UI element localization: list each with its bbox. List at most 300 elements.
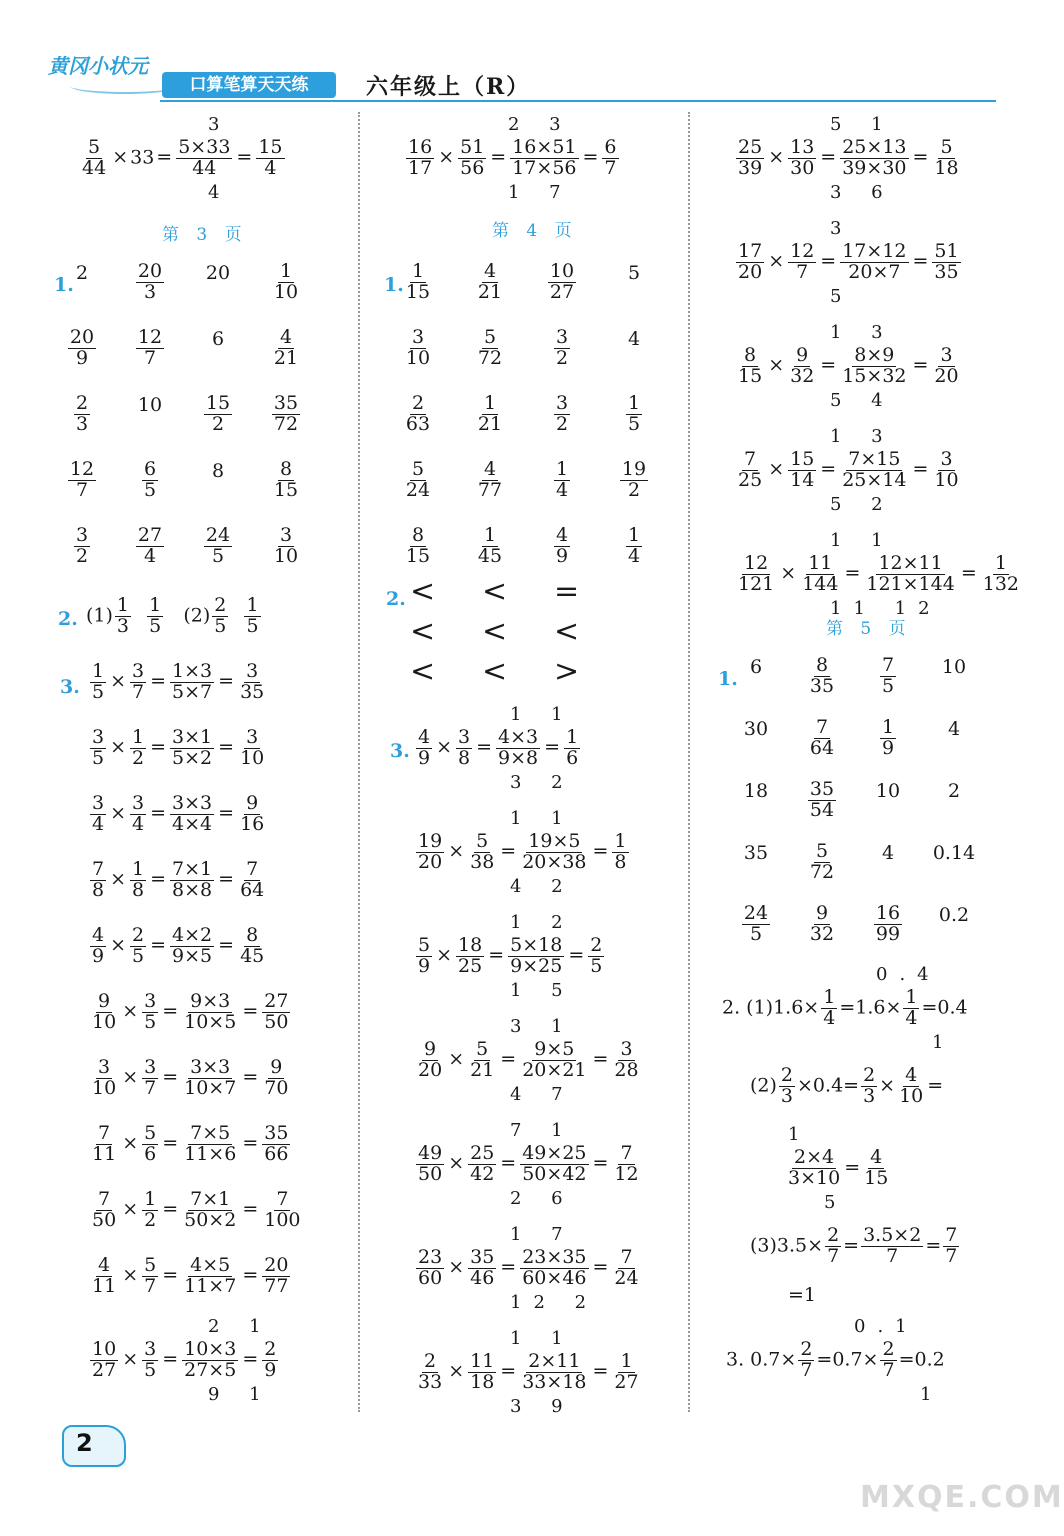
comparison-symbol: < [410,654,436,689]
numerator: 51 [934,240,959,262]
brand-logo: 黄冈小状元 [48,54,148,78]
answer-cell [532,526,592,567]
answer-fraction [932,242,960,283]
denominator: 7 [945,1244,958,1267]
header-rule [160,100,996,102]
denominator: 77 [477,478,503,501]
denominator: 45 [477,544,503,567]
denominator: 7 [144,1076,157,1099]
times-sign: × [122,1198,139,1221]
numerator: 3 [144,990,157,1012]
denominator: 21 [477,412,503,435]
answer-cell [858,904,918,945]
answer-cell [388,460,448,501]
denominator: 15 [405,280,431,303]
denominator: 11 [92,1274,117,1297]
answer-cell [52,262,112,284]
reduction-mark: 2 6 [510,1187,575,1209]
numerator: 10×3 [184,1338,237,1360]
numerator: 2 [863,1064,876,1086]
equation-row [784,1124,892,1213]
denominator: 5 [92,680,105,703]
comparison-symbol: < [482,574,508,609]
expr-text: =1.6× [839,996,902,1019]
denominator: 20 [738,260,763,283]
numerator: 3 [144,1056,157,1078]
reduction-mark: 5 [824,1191,848,1213]
numerator: 3×1 [172,726,213,748]
denominator: 18 [470,1370,495,1393]
expr-text: =0.4 [921,996,968,1019]
numerator: 7 [98,1188,111,1210]
expr-text: ×0.4= [797,1074,860,1097]
denominator: 4×4 [172,812,213,835]
numerator: 19 [418,830,443,852]
simplified-fraction [170,662,214,703]
numerator: 2 [411,392,425,414]
times-sign: × [112,146,129,169]
answer-cell [388,526,448,567]
equals-sign: = [500,1256,517,1279]
equation-row [88,1190,305,1231]
denominator: 4 [143,544,157,567]
fraction [788,450,816,491]
denominator: 9×8 [498,746,539,769]
denominator: 17×56 [512,156,577,179]
denominator: 5 [246,614,259,637]
denominator: 20×21 [522,1058,587,1081]
numerator: 4 [870,1146,883,1168]
numerator: 1 [627,392,641,414]
numerator: 7×5 [190,1122,231,1144]
times-sign: × [122,1264,139,1287]
fraction [476,262,504,303]
fraction [554,526,570,567]
answer-fraction [238,662,266,703]
comparison-symbol: < [482,654,508,689]
equation-row [726,1316,945,1405]
expr-text: (3)3.5× [750,1234,824,1257]
numerator: 3 [555,392,569,414]
denominator: 7 [75,478,89,501]
equation-row [88,662,268,703]
denominator: 15 [405,544,431,567]
value: 0.14 [932,842,976,864]
fraction [880,718,896,759]
simplified-fraction [840,450,908,491]
column-divider [358,112,360,1412]
equals-sign: = [150,802,167,825]
equation-row [88,728,268,769]
numerator: 1 [614,830,627,852]
denominator: 14 [790,468,815,491]
numerator: 3 [458,726,471,748]
fraction [68,460,96,501]
reduction-mark: 2 1 [208,1316,273,1337]
answer-cell [532,394,592,435]
fraction [416,1144,444,1185]
reduction-mark: 1 1 [830,530,895,551]
numerator: 24 [205,524,231,546]
equals-sign: = [242,1066,259,1089]
answer-fraction [612,1248,640,1289]
answer-fraction [262,1124,290,1165]
fraction [80,138,108,179]
fraction [416,1352,444,1393]
denominator: 50×2 [184,1208,237,1231]
numerator: 7 [881,654,895,676]
reduction-mark: 1 1 [510,704,575,725]
denominator: 63 [405,412,431,435]
answer-cell [120,328,180,369]
fraction [136,526,164,567]
numerator: 25 [470,1142,495,1164]
fraction [788,138,816,179]
denominator: 9 [418,746,431,769]
fraction [416,1040,444,1081]
numerator: 1 [483,524,497,546]
answer-cell [52,328,112,369]
denominator: 7 [886,1244,899,1267]
question-number: 2. [58,608,78,630]
equation-row [88,992,292,1033]
numerator: 7 [945,1224,958,1246]
denominator: 5×2 [172,746,213,769]
answer-fraction [262,1340,278,1381]
fraction [903,988,919,1029]
fraction [272,262,300,303]
fraction [136,262,164,303]
denominator: 2 [132,746,145,769]
answer-cell [726,718,786,740]
denominator: 60×46 [522,1266,587,1289]
numerator: 4 [483,458,497,480]
comparison-symbol: < [410,614,436,649]
fraction [808,780,836,821]
denominator: 10×5 [184,1010,237,1033]
denominator: 15×32 [842,364,907,387]
value: 6 [749,656,763,678]
answer-cell [924,780,984,802]
times-sign: × [110,736,127,759]
numerator: 1 [144,1188,157,1210]
answer-cell [924,904,984,926]
numerator: 7 [815,716,829,738]
reduction-mark: 3 2 [510,771,575,793]
equation-row [750,1226,961,1267]
fraction [130,728,146,769]
numerator: 7 [744,448,757,470]
answer-cell [188,328,248,350]
fraction [404,262,432,303]
answer-fraction [262,992,290,1033]
answer-cell [924,656,984,678]
reduction-mark: 1 3 [830,322,895,343]
equals-sign: = [592,1152,609,1175]
denominator: 7 [604,156,617,179]
numerator: 1 [905,986,918,1008]
fraction [142,1190,158,1231]
answer-fraction [262,1190,302,1231]
fraction [74,394,90,435]
numerator: 2 [214,594,227,616]
numerator: 9 [98,990,111,1012]
reduction-mark: 1 [932,1031,956,1053]
simplified-fraction [520,832,588,873]
denominator: 66 [264,1142,289,1165]
times-sign: × [436,944,453,967]
equation-row [414,1016,643,1105]
numerator: 4×3 [498,726,539,748]
reduction-mark: 1 [788,1124,812,1145]
answer-cell [188,262,248,284]
numerator: 51 [460,136,485,158]
equals-sign: = [242,1000,259,1023]
equals-sign: = [912,250,929,273]
simplified-fraction [520,1144,588,1185]
simplified-fraction [864,554,956,595]
answer-cell [924,718,984,740]
denominator: 16 [240,812,265,835]
value: 4 [881,842,895,864]
fraction [468,1248,496,1289]
numerator: 2 [75,392,89,414]
numerator: 8 [246,924,259,946]
simplified-fraction [176,138,232,179]
answer-fraction [932,450,960,491]
fraction [943,1226,959,1267]
numerator: 5 [476,1038,489,1060]
times-sign: × [768,250,785,273]
numerator: 7×15 [848,448,901,470]
simplified-fraction [510,138,578,179]
fraction [808,842,836,883]
simplified-fraction [182,1124,238,1165]
numerator: 7×1 [190,1188,231,1210]
numerator: 35 [264,1122,289,1144]
numerator: 6 [143,458,157,480]
equals-sign: = [820,458,837,481]
answer-cell [460,262,520,303]
denominator: 72 [273,412,299,435]
simplified-fraction [182,1058,238,1099]
times-sign: × [768,354,785,377]
reduction-mark: 0.4 [876,964,941,985]
answer-cell [726,842,786,864]
numerator: 35 [273,392,299,414]
denominator: 50 [92,1208,117,1231]
denominator: 7 [144,1274,157,1297]
denominator: 5 [881,674,895,697]
numerator: 12 [744,552,769,574]
denominator: 4 [905,1006,918,1029]
fraction [142,460,158,501]
denominator: 44 [82,156,107,179]
answer-cell [604,394,664,435]
denominator: 42 [470,1162,495,1185]
answer-cell [460,460,520,501]
numerator: 3 [246,726,259,748]
denominator: 33 [418,1370,443,1393]
question-number: 3. [390,740,410,762]
reduction-mark: 1 2 [510,912,575,933]
denominator: 9×5 [172,944,213,967]
fraction [404,328,432,369]
fraction [416,1248,444,1289]
fraction [272,394,300,435]
numerator: 9×5 [534,1038,575,1060]
fraction [742,904,770,945]
denominator: 25 [458,954,483,977]
times-sign: × [438,146,455,169]
fraction [204,394,232,435]
fraction [90,1256,118,1297]
numerator: 7 [276,1188,289,1210]
result-text: =1 [788,1284,817,1306]
equals-sign: = [912,354,929,377]
numerator: 4 [279,326,293,348]
equals-sign: = [150,934,167,957]
answer-fraction [612,1040,640,1081]
denominator: 5 [143,478,157,501]
times-sign: × [110,868,127,891]
equation-row [88,860,268,901]
denominator: 4 [132,812,145,835]
fraction [554,394,570,435]
denominator: 25 [738,468,763,491]
value: 35 [743,842,769,864]
numerator: 9 [796,344,809,366]
denominator: 2 [75,544,89,567]
denominator: 7 [827,1244,840,1267]
numerator: 19×5 [528,830,581,852]
numerator: 5 [940,136,953,158]
numerator: 15 [258,136,283,158]
answer-fraction [256,138,284,179]
equals-sign: = [582,146,599,169]
denominator: 17 [408,156,433,179]
answer-cell [52,394,112,435]
fraction [90,1124,118,1165]
denominator: 20 [418,850,443,873]
denominator: 8 [92,878,105,901]
numerator: 11 [808,552,833,574]
fraction [456,728,472,769]
answer-cell [188,394,248,435]
times-sign: × [110,934,127,957]
fraction [861,1066,877,1107]
expr-text: = [843,1234,860,1257]
answer-cell [120,394,180,416]
denominator: 5 [211,544,225,567]
value: 4 [627,328,641,350]
denominator: 50 [418,1162,443,1185]
fraction [147,596,163,637]
numerator: 1 [620,1350,633,1372]
numerator: 1 [149,594,162,616]
numerator: 3 [940,448,953,470]
numerator: 5 [476,830,489,852]
numerator: 1 [823,986,836,1008]
equals-sign: = [218,670,235,693]
gap [133,604,145,626]
denominator: 5 [132,944,145,967]
answer-fraction [932,138,960,179]
fraction [468,1144,496,1185]
numerator: 11 [470,1350,495,1372]
equals-sign: = [500,1048,517,1071]
numerator: 1 [92,660,105,682]
denominator: 4 [627,544,641,567]
times-sign: × [448,840,465,863]
equals-sign: = [544,736,561,759]
numerator: 3 [555,326,569,348]
numerator: 2 [800,1338,813,1360]
fraction [798,1340,814,1381]
denominator: 20×38 [522,850,587,873]
numerator: 9 [424,1038,437,1060]
denominator: 8 [614,850,627,873]
answer-fraction [602,138,618,179]
denominator: 10 [240,746,265,769]
fraction [874,904,902,945]
numerator: 12 [790,240,815,262]
expr-text: = [925,1234,942,1257]
equals-sign: = [912,458,929,481]
simplified-fraction [840,346,908,387]
numerator: 1×3 [172,660,213,682]
numerator: 12×11 [878,552,943,574]
simplified-fraction [520,1248,588,1289]
equals-sign: = [592,1048,609,1071]
simplified-fraction [182,1190,238,1231]
numerator: 3 [98,1056,111,1078]
equals-sign: = [218,934,235,957]
equals-sign: = [490,146,507,169]
answer-fraction [238,860,266,901]
numerator: 5 [144,1254,157,1276]
fraction [416,832,444,873]
answer-cell [726,780,786,802]
numerator: 9 [815,902,829,924]
value: 2 [947,780,961,802]
answer-cell [532,460,592,501]
page-label: 第 5 页 [826,619,912,639]
denominator: 15 [273,478,299,501]
expr-text: =0.2 [898,1348,945,1371]
fraction [476,460,504,501]
reduction-mark: 4 2 [510,875,575,897]
fraction [404,526,432,567]
times-sign: × [879,1074,896,1097]
simplified-fraction [170,926,214,967]
answer-cell [858,780,918,802]
fraction [825,1226,841,1267]
denominator: 2 [555,346,569,369]
fraction [90,794,106,835]
numerator: 5×18 [510,934,563,956]
denominator: 7 [143,346,157,369]
times-sign: × [780,562,797,585]
equals-sign: = [242,1348,259,1371]
reduction-mark: 3 [208,114,232,135]
denominator: 11×6 [184,1142,237,1165]
fraction [130,794,146,835]
numerator: 18 [458,934,483,956]
grade-title: 六年级上（R） [366,74,531,100]
denominator: 38 [470,850,495,873]
numerator: 12 [137,326,163,348]
